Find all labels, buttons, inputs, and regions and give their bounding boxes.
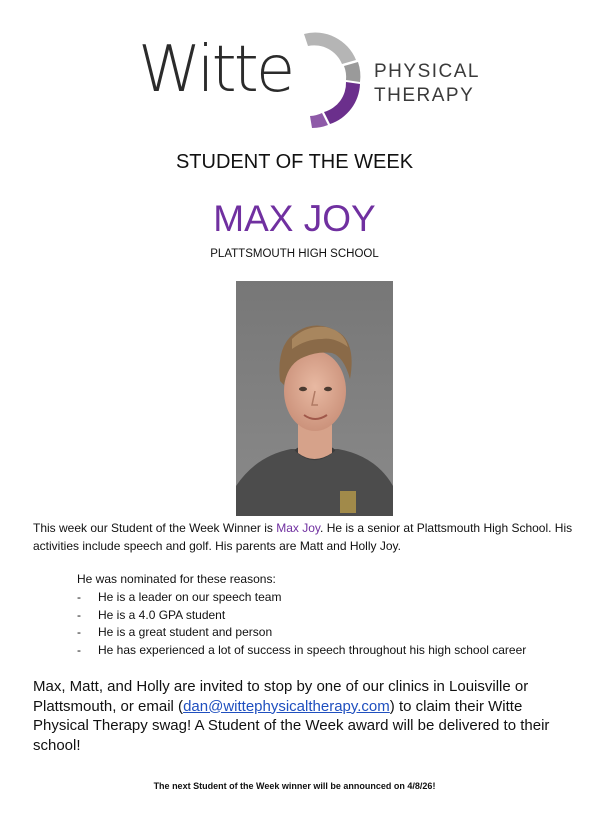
reason-text: He is a leader on our speech team (98, 590, 282, 604)
witte-logo (136, 20, 496, 132)
list-item (77, 624, 526, 642)
invitation-text-start: Max, Matt, and Holly are invited to stop by one of our clinics in Louisville or Plattsmouth, or email ( (33, 678, 529, 715)
list-item (77, 607, 526, 625)
highlighted-name: Max Joy (276, 521, 321, 535)
school-name: PLATTSMOUTH HIGH SCHOOL (210, 248, 379, 260)
intro-text-end: . He is a senior at Plattsmouth High School. His activities include speech and golf. His parents are Matt and Holly Joy. (33, 521, 573, 553)
student-photo (236, 281, 393, 516)
intro-text-start: This week our Student of the Week Winner is (33, 521, 277, 535)
invitation-text-end: ) to claim their Witte Physical Therapy swag! A Student of the Week award will be delivered to their school! (33, 697, 550, 754)
bullet-marker: - (77, 590, 81, 604)
reason-text: He is a great student and person (98, 625, 273, 639)
reason-text: He has experienced a lot of success in speech throughout his high school career (98, 642, 527, 657)
reasons-list (77, 589, 526, 659)
logo-therapy: THERAPY (374, 85, 475, 106)
list-item (77, 589, 526, 607)
bullet-marker: - (77, 607, 81, 622)
nomination-intro: He was nominated for these reasons: (77, 572, 276, 586)
next-announcement: The next Student of the Week winner will be announced on 4/8/26! (153, 781, 436, 791)
page-title: STUDENT OF THE WEEK (175, 151, 414, 173)
logo-arc-icon (286, 20, 366, 132)
email-link[interactable]: dan@wittephysicaltherapy.com (183, 697, 390, 715)
reason-text: He is a 4.0 GPA student (98, 607, 226, 622)
list-item (77, 642, 526, 660)
bullet-marker: - (77, 625, 81, 639)
logo-physical: PHYSICAL (374, 61, 480, 82)
student-name: MAX JOY (213, 198, 376, 239)
intro-paragraph (33, 519, 573, 555)
logo-wordmark: Witte (138, 33, 293, 107)
bullet-marker: - (77, 642, 81, 657)
invitation-paragraph (33, 677, 578, 755)
